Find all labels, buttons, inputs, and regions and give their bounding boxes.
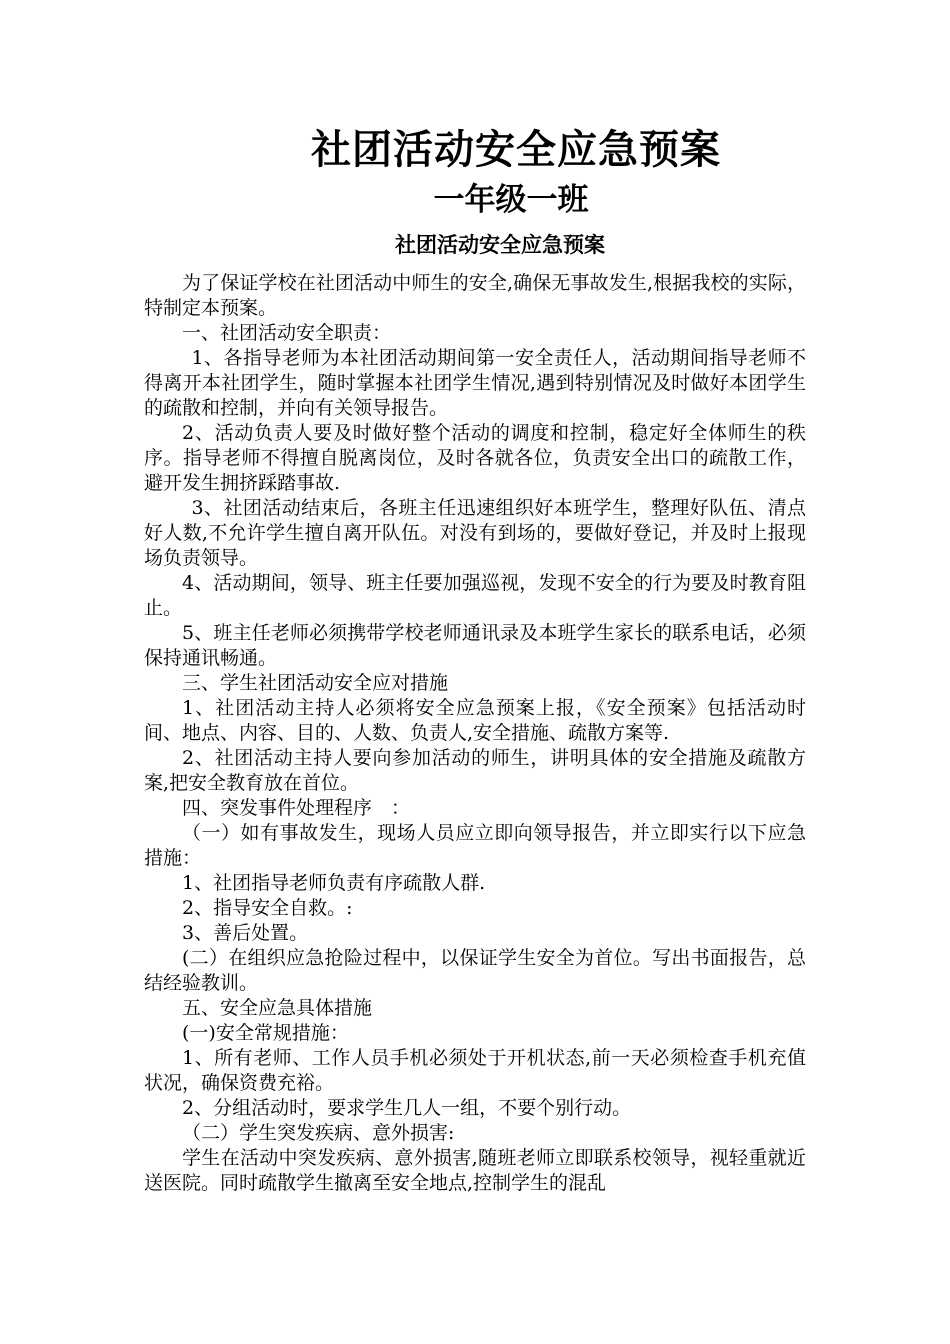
paragraph-duty-5: 5、班主任老师必须携带学校老师通讯录及本班学生家长的联系电话，必须保持通讯畅通。	[144, 622, 806, 669]
paragraph-duty-4: 4、活动期间，领导、班主任要加强巡视，发现不安全的行为要及时教育阻止。	[144, 572, 806, 619]
paragraph-emergency-step-1: 1、社团指导老师负责有序疏散人群.	[182, 872, 486, 894]
document-body	[144, 271, 806, 1196]
paragraph-measure-2: 2、社团活动主持人要向参加活动的师生，讲明具体的安全措施及疏散方案,把安全教育放在首位。	[144, 747, 806, 794]
document-heading: 社团活动安全应急预案	[395, 233, 605, 257]
subsection-heading-illness: （二）学生突发疾病、意外损害:	[182, 1122, 455, 1144]
section-heading-1: 一、社团活动安全职责：	[182, 322, 392, 344]
paragraph-emergency-1: （一）如有事故发生，现场人员应立即向领导报告，并立即实行以下应急措施：	[144, 822, 806, 869]
paragraph-routine-1: 1、所有老师、工作人员手机必须处于开机状态,前一天必须检查手机充值状况，确保资费充裕。	[144, 1047, 806, 1094]
document-title: 社团活动安全应急预案	[311, 127, 721, 173]
paragraph-emergency-step-3: 3、善后处置。	[182, 922, 309, 944]
section-heading-5: 五、安全应急具体措施	[182, 997, 373, 1019]
paragraph-measure-1: 1、社团活动主持人必须将安全应急预案上报，《安全预案》包括活动时间、地点、内容、目的、人数、负责人,安全措施、疏散方案等.	[144, 697, 806, 744]
paragraph-duty-1: 1、各指导老师为本社团活动期间第一安全责任人，活动期间指导老师不得离开本社团学生，随时掌握本社团学生情况,遇到特别情况及时做好本团学生的疏散和控制，并向有关领导报告。	[144, 347, 806, 419]
paragraph-duty-2: 2、活动负责人要及时做好整个活动的调度和控制，稳定好全体师生的秩序。指导老师不得擅自脱离岗位，及时各就各位，负责安全出口的疏散工作，避开发生拥挤踩踏事故.	[144, 422, 806, 494]
document-subtitle: 一年级一班	[433, 182, 589, 218]
paragraph-emergency-step-2: 2、指导安全自救。:	[182, 897, 353, 919]
intro-paragraph: 为了保证学校在社团活动中师生的安全,确保无事故发生,根据我校的实际，特制定本预案。	[144, 272, 806, 319]
paragraph-emergency-2: (二）在组织应急抢险过程中，以保证学生安全为首位。写出书面报告，总结经验教训。	[144, 947, 806, 994]
paragraph-routine-2: 2、分组活动时，要求学生几人一组，不要个别行动。	[182, 1097, 632, 1119]
section-heading-4: 四、突发事件处理程序 ：	[182, 797, 411, 819]
paragraph-duty-3: 3、社团活动结束后，各班主任迅速组织好本班学生，整理好队伍、清点好人数,不允许学生擅自离开队伍。对没有到场的，要做好登记，并及时上报现场负责领导。	[144, 497, 806, 569]
section-heading-3: 三、学生社团活动安全应对措施	[182, 672, 449, 694]
subsection-heading-routine: (一)安全常规措施：	[182, 1022, 349, 1044]
paragraph-illness-1: 学生在活动中突发疾病、意外损害,随班老师立即联系校领导，视轻重就近送医院。同时疏散学生撤离至安全地点,控制学生的混乱	[144, 1147, 806, 1194]
